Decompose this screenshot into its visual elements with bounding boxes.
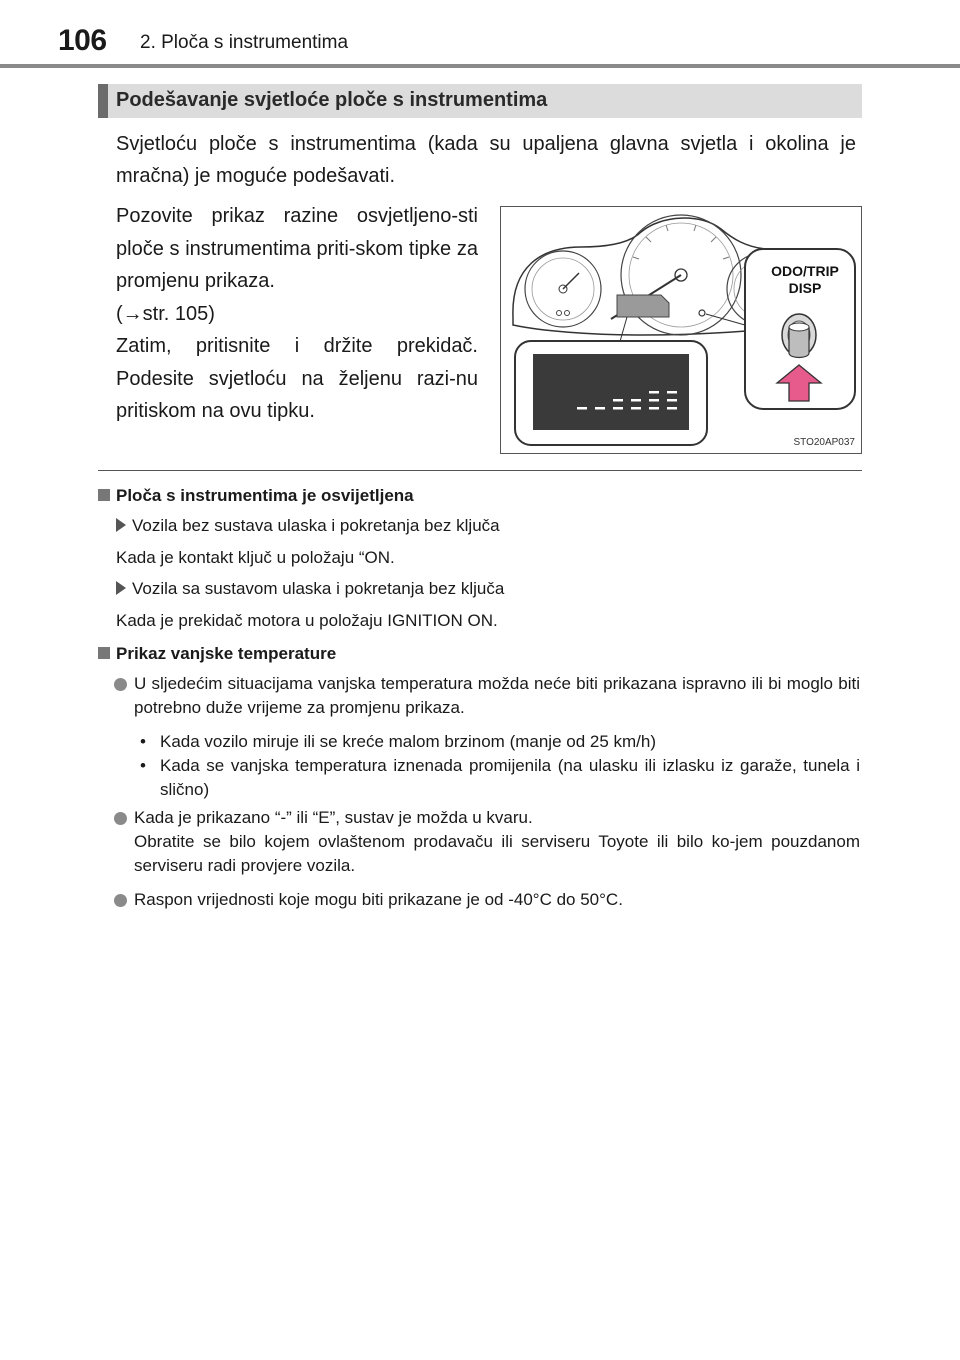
instruction-text <box>116 200 478 428</box>
instruction-step-1: Pozovite prikaz razine osvjetljeno-sti ploče s instrumentima priti-skom tipke za promjenu prikaza. <box>116 205 478 292</box>
note-heading-text: Ploča s instrumentima je osvijetljena <box>116 486 414 505</box>
condition-item-2 <box>134 754 860 802</box>
chapter-title: 2. Ploča s instrumentima <box>140 32 349 53</box>
note-heading-temperature <box>98 644 862 664</box>
subnote-1 <box>116 516 860 536</box>
section-heading-accent <box>98 84 108 118</box>
section-divider <box>98 470 862 471</box>
circle-bullet-icon <box>114 812 127 825</box>
temp-note-3: Raspon vrijednosti koje mogu biti prikazane je od -40°C do 50°C. <box>134 890 623 909</box>
instruction-step-2: Zatim, pritisnite i držite prekidač. Podesite svjetloću na željenu razi-nu pritiskom na ovu tipku. <box>116 335 478 422</box>
temp-note-2-line2: Obratite se bilo kojem ovlaštenom prodavaču ili serviseru Toyote ili bilo ko-jem pouzdanom serviseru radi provjere vozila. <box>134 832 860 875</box>
triangle-bullet-icon <box>116 581 126 595</box>
condition-item-1 <box>134 730 860 754</box>
page-reference: (→str. 105) <box>116 302 215 325</box>
section-heading-bar <box>98 84 862 118</box>
temp-note-2-line1: Kada je prikazano “-” ili “E”, sustav je možda u kvaru. <box>134 808 533 827</box>
temp-note-1: U sljedećim situacijama vanjska temperatura možda neće biti prikazana ispravno ili bi moglo biti potrebno duže vrijeme za promjenu prikaza. <box>134 674 860 717</box>
section-heading: Podešavanje svjetloće ploče s instrumentima <box>116 89 548 111</box>
note-text-1: Kada je kontakt ključ u položaju “ON. <box>116 548 395 567</box>
temp-conditions-list <box>134 730 860 802</box>
subnote-2 <box>116 579 860 599</box>
odo-trip-button-label <box>753 263 857 297</box>
dot-marker-icon: • <box>140 756 146 775</box>
circle-bullet-icon <box>114 678 127 691</box>
page-number: 106 <box>58 24 107 57</box>
circle-bullet-icon <box>114 894 127 907</box>
header-rule <box>0 64 960 68</box>
subnote-text: Vozila bez sustava ulaska i pokretanja bez ključa <box>132 516 500 535</box>
cluster-illustration <box>501 207 861 453</box>
note-text-2: Kada je prekidač motora u položaju IGNITION ON. <box>116 611 498 630</box>
figure-code: STO20AP037 <box>793 437 855 448</box>
square-bullet-icon <box>98 489 110 501</box>
subnote-text: Vozila sa sustavom ulaska i pokretanja bez ključa <box>132 579 505 598</box>
triangle-bullet-icon <box>116 518 126 532</box>
intro-paragraph: Svjetloću ploče s instrumentima (kada su upaljena glavna svjetla i okolina je mračna) je moguće podešavati. <box>116 133 856 187</box>
condition-text: Kada vozilo miruje ili se kreće malom brzinom (manje od 25 km/h) <box>160 732 657 751</box>
square-bullet-icon <box>98 647 110 659</box>
temp-note-2 <box>134 806 860 878</box>
dot-marker-icon: • <box>140 732 146 751</box>
button-label-line2: DISP <box>788 280 822 296</box>
note-heading-text: Prikaz vanjske temperature <box>116 644 337 663</box>
button-label-line1: ODO/TRIP <box>771 263 839 279</box>
instrument-cluster-figure <box>500 206 862 454</box>
condition-text: Kada se vanjska temperatura iznenada promijenila (na ulasku ili izlasku iz garaže, tunela i slično) <box>160 756 860 799</box>
note-heading-illumination <box>98 486 862 506</box>
